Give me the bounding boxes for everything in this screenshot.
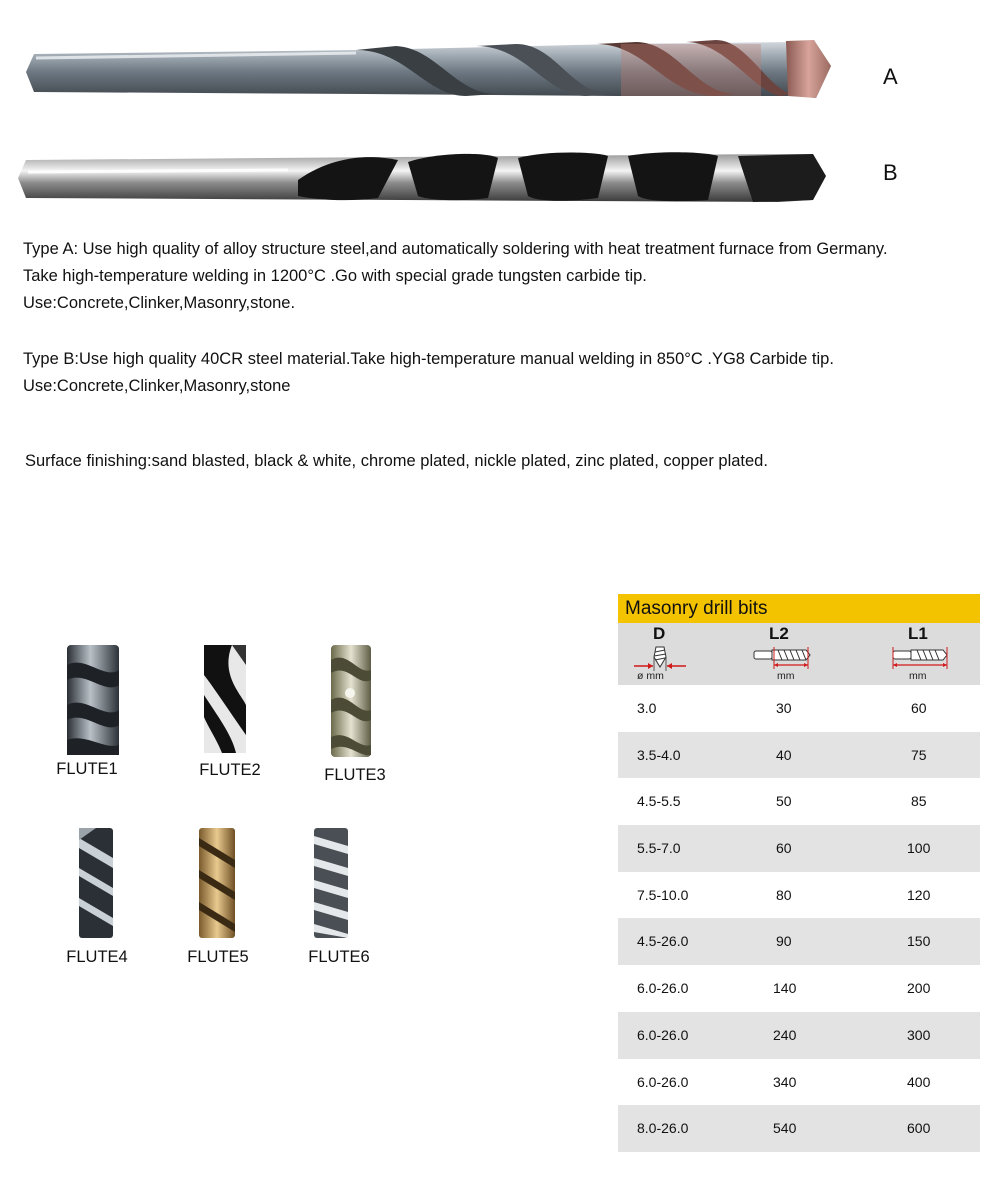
flute2-image: [202, 645, 248, 753]
drill-bit-b-image: [18, 150, 828, 206]
flute5-image: [196, 828, 238, 938]
cell-l1: 150: [907, 933, 931, 950]
cell-l2: 40: [776, 746, 792, 763]
flute1-label: FLUTE1: [56, 760, 118, 778]
flute4-label: FLUTE4: [66, 948, 128, 966]
column-header-l1: L1: [908, 624, 928, 643]
drill-bit-a-image: [26, 36, 841, 106]
table-row: [618, 1059, 980, 1106]
table-row: [618, 1105, 980, 1152]
table-row: [618, 965, 980, 1012]
column-header-l2: L2: [769, 624, 789, 643]
type-b-line-1: Type B:Use high quality 40CR steel material.Take high-temperature manual welding in 850°C .YG8 Carbide tip.: [23, 350, 834, 368]
cell-l1: 85: [911, 793, 927, 810]
table-header: [618, 623, 980, 685]
table-title: Masonry drill bits: [618, 594, 980, 623]
table-row: [618, 685, 980, 732]
l1-dimension-icon: [890, 645, 950, 671]
bit-label-b: B: [883, 160, 898, 185]
cell-d: 6.0-26.0: [637, 1026, 689, 1043]
cell-d: 7.5-10.0: [637, 886, 689, 903]
cell-d: 6.0-26.0: [637, 1073, 689, 1090]
l2-dimension-icon: [752, 645, 812, 671]
flute5-label: FLUTE5: [187, 948, 249, 966]
column-header-d: D: [653, 624, 666, 643]
table-row: [618, 872, 980, 919]
cell-l1: 120: [907, 886, 931, 903]
flute1-image: [65, 645, 121, 755]
flute6-label: FLUTE6: [308, 948, 370, 966]
cell-l2: 60: [776, 840, 792, 857]
cell-l2: 50: [776, 793, 792, 810]
diameter-dimension-icon: [632, 643, 688, 673]
cell-l1: 75: [911, 746, 927, 763]
type-a-line-1: Type A: Use high quality of alloy structure steel,and automatically soldering with heat treatment furnace from Germany.: [23, 240, 888, 258]
cell-l1: 600: [907, 1120, 931, 1137]
type-b-description: [23, 346, 834, 400]
cell-l2: 240: [773, 1026, 797, 1043]
bit-label-a: A: [883, 64, 898, 89]
flute3-image: [328, 645, 374, 757]
unit-l1: mm: [909, 670, 927, 682]
type-a-description: [23, 236, 888, 317]
type-b-line-2: Use:Concrete,Clinker,Masonry,stone: [23, 377, 291, 395]
cell-d: 5.5-7.0: [637, 840, 681, 857]
cell-l1: 300: [907, 1026, 931, 1043]
cell-d: 4.5-5.5: [637, 793, 681, 810]
table-row: [618, 732, 980, 779]
cell-l2: 80: [776, 886, 792, 903]
type-a-line-3: Use:Concrete,Clinker,Masonry,stone.: [23, 294, 296, 312]
masonry-drill-bits-table: [618, 594, 980, 1152]
cell-d: 6.0-26.0: [637, 980, 689, 997]
flute2-label: FLUTE2: [199, 761, 261, 779]
cell-l2: 140: [773, 980, 797, 997]
cell-l2: 90: [776, 933, 792, 950]
cell-l1: 400: [907, 1073, 931, 1090]
cell-d: 3.0: [637, 700, 657, 716]
cell-l2: 30: [776, 700, 792, 716]
table-row: [618, 825, 980, 872]
surface-finishing-text: Surface finishing:sand blasted, black & white, chrome plated, nickle plated, zinc plated, copper plated.: [25, 452, 768, 470]
flute3-label: FLUTE3: [324, 766, 386, 784]
table-row: [618, 1012, 980, 1059]
table-body: [618, 685, 980, 1152]
flute4-image: [76, 828, 116, 938]
unit-d: ø mm: [637, 670, 664, 682]
unit-l2: mm: [777, 670, 795, 682]
cell-l2: 540: [773, 1120, 797, 1137]
flute6-image: [310, 828, 352, 938]
cell-l1: 60: [911, 700, 927, 716]
cell-l1: 200: [907, 980, 931, 997]
cell-d: 4.5-26.0: [637, 933, 689, 950]
table-row: [618, 918, 980, 965]
cell-d: 3.5-4.0: [637, 746, 681, 763]
table-row: [618, 778, 980, 825]
type-a-line-2: Take high-temperature welding in 1200°C .Go with special grade tungsten carbide tip.: [23, 267, 647, 285]
cell-l1: 100: [907, 840, 931, 857]
cell-l2: 340: [773, 1073, 797, 1090]
cell-d: 8.0-26.0: [637, 1120, 689, 1137]
